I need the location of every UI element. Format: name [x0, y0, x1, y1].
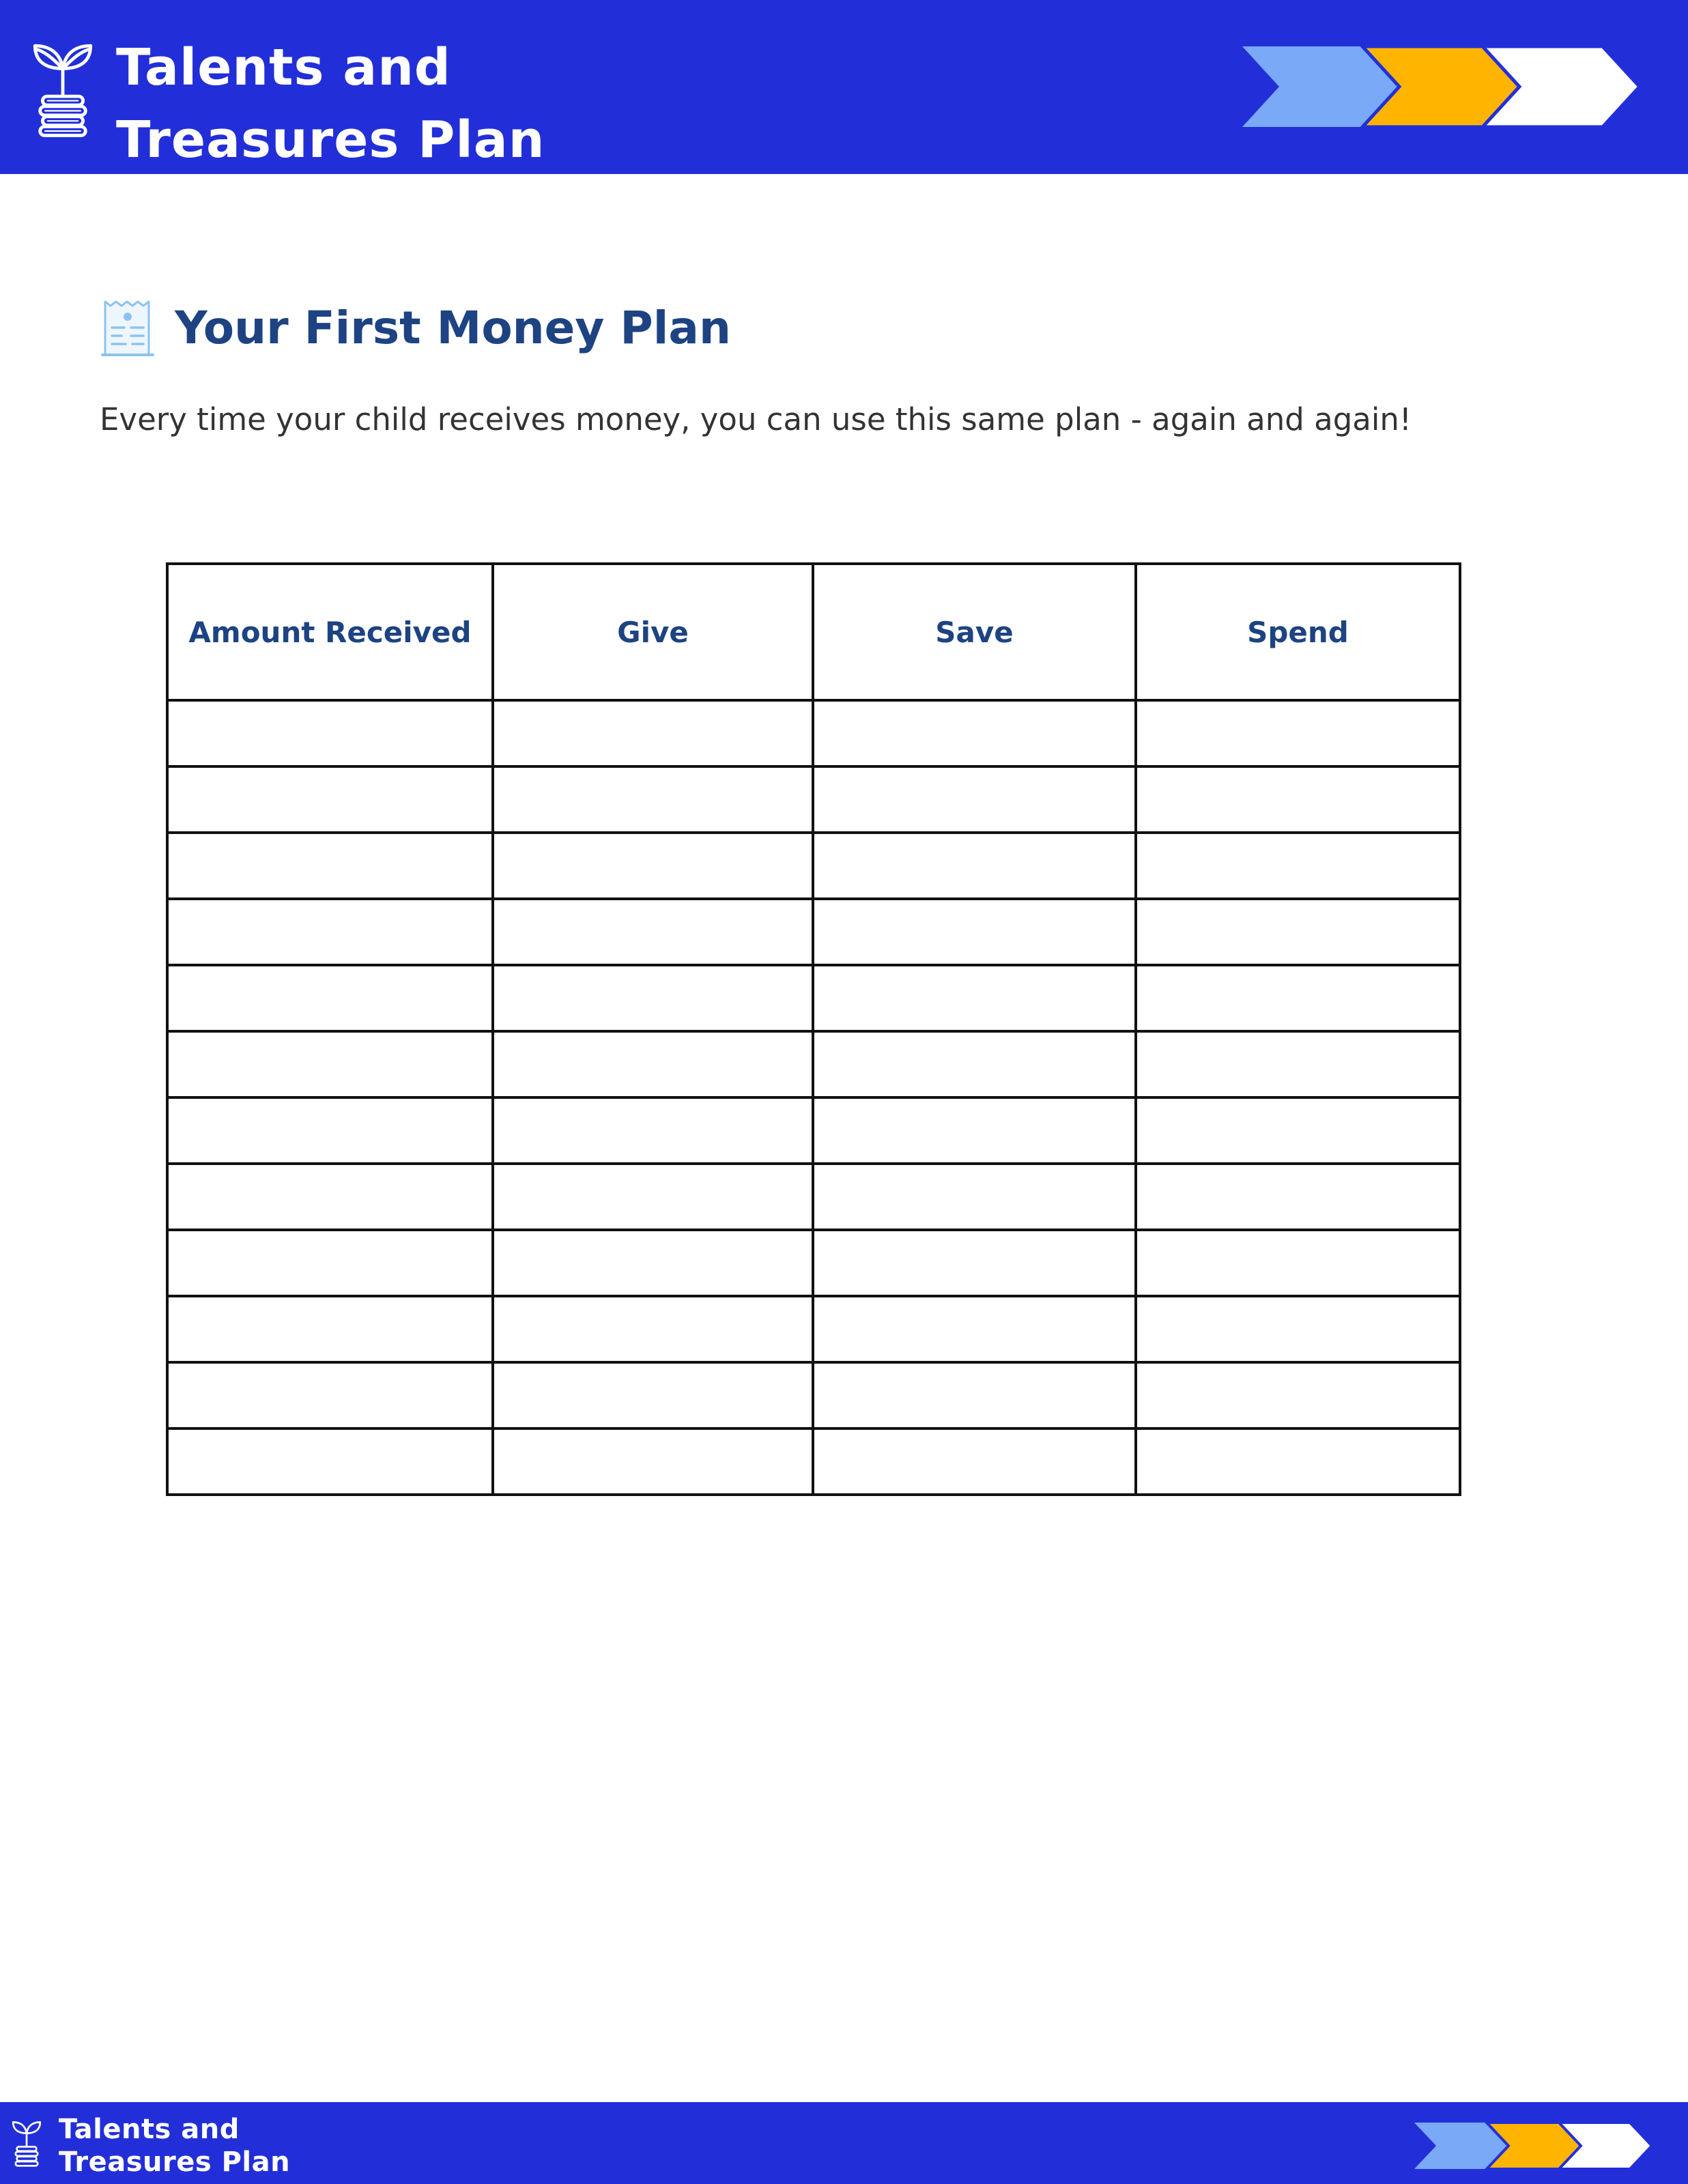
give-cell[interactable] — [493, 1428, 813, 1495]
spend-cell[interactable] — [1136, 1097, 1460, 1164]
footer-brand-line-2: Treasures Plan — [59, 2146, 291, 2178]
table-row — [167, 833, 1460, 899]
give-cell[interactable] — [493, 1362, 813, 1428]
table-row — [167, 1428, 1460, 1495]
amount-received-cell[interactable] — [167, 1230, 493, 1296]
brand-line-2: Treasures Plan — [116, 111, 545, 169]
save-cell[interactable] — [813, 1164, 1136, 1230]
spend-cell[interactable] — [1136, 1164, 1460, 1230]
save-cell[interactable] — [813, 766, 1136, 833]
amount-received-cell[interactable] — [167, 1164, 493, 1230]
amount-received-cell[interactable] — [167, 965, 493, 1031]
save-cell[interactable] — [813, 1097, 1136, 1164]
give-cell[interactable] — [493, 1164, 813, 1230]
table-row — [167, 1031, 1460, 1097]
footer-brand-line-1: Talents and — [59, 2114, 240, 2145]
give-cell[interactable] — [493, 1230, 813, 1296]
save-cell[interactable] — [813, 1230, 1136, 1296]
save-cell[interactable] — [813, 700, 1136, 766]
table-row — [167, 1362, 1460, 1428]
amount-received-cell[interactable] — [167, 1362, 493, 1428]
save-cell[interactable] — [813, 1362, 1136, 1428]
header-spend: Spend — [1136, 564, 1460, 700]
save-cell[interactable] — [813, 833, 1136, 899]
table-row — [167, 1296, 1460, 1362]
brand-title — [116, 31, 545, 176]
plant-coins-icon — [25, 38, 101, 139]
amount-received-cell[interactable] — [167, 1428, 493, 1495]
table-row — [167, 1097, 1460, 1164]
save-cell[interactable] — [813, 899, 1136, 965]
footer-brand-title — [59, 2113, 290, 2179]
header-amount-received: Amount Received — [167, 564, 493, 700]
amount-received-cell[interactable] — [167, 700, 493, 766]
spend-cell[interactable] — [1136, 833, 1460, 899]
table-row — [167, 899, 1460, 965]
give-cell[interactable] — [493, 1097, 813, 1164]
spend-cell[interactable] — [1136, 1428, 1460, 1495]
receipt-icon — [101, 299, 154, 359]
plant-coins-icon — [8, 2116, 45, 2170]
amount-received-cell[interactable] — [167, 1031, 493, 1097]
table-header-row — [167, 564, 1460, 700]
spend-cell[interactable] — [1136, 1296, 1460, 1362]
money-plan-table — [166, 562, 1461, 1496]
table-row — [167, 965, 1460, 1031]
intro-text: Every time your child receives money, you can use this same plan - again and again! — [100, 401, 1412, 437]
table-row — [167, 700, 1460, 766]
amount-received-cell[interactable] — [167, 1097, 493, 1164]
spend-cell[interactable] — [1136, 1230, 1460, 1296]
brand-line-1: Talents and — [116, 38, 451, 97]
save-cell[interactable] — [813, 1428, 1136, 1495]
spend-cell[interactable] — [1136, 899, 1460, 965]
table-row — [167, 1230, 1460, 1296]
give-cell[interactable] — [493, 1296, 813, 1362]
spend-cell[interactable] — [1136, 965, 1460, 1031]
give-cell[interactable] — [493, 833, 813, 899]
page-footer — [0, 2102, 1688, 2184]
header-give: Give — [493, 564, 813, 700]
amount-received-cell[interactable] — [167, 1296, 493, 1362]
amount-received-cell[interactable] — [167, 766, 493, 833]
amount-received-cell[interactable] — [167, 833, 493, 899]
give-cell[interactable] — [493, 965, 813, 1031]
save-cell[interactable] — [813, 1296, 1136, 1362]
header-save: Save — [813, 564, 1136, 700]
table-row — [167, 766, 1460, 833]
spend-cell[interactable] — [1136, 766, 1460, 833]
section-title: Your First Money Plan — [175, 302, 731, 354]
give-cell[interactable] — [493, 766, 813, 833]
table-body — [167, 700, 1460, 1495]
give-cell[interactable] — [493, 899, 813, 965]
amount-received-cell[interactable] — [167, 899, 493, 965]
footer-progress-chevrons — [1414, 2123, 1652, 2169]
table-row — [167, 1164, 1460, 1230]
spend-cell[interactable] — [1136, 1031, 1460, 1097]
give-cell[interactable] — [493, 700, 813, 766]
spend-cell[interactable] — [1136, 700, 1460, 766]
give-cell[interactable] — [493, 1031, 813, 1097]
save-cell[interactable] — [813, 1031, 1136, 1097]
page-header — [0, 0, 1688, 174]
spend-cell[interactable] — [1136, 1362, 1460, 1428]
progress-chevrons — [1242, 46, 1640, 127]
save-cell[interactable] — [813, 965, 1136, 1031]
